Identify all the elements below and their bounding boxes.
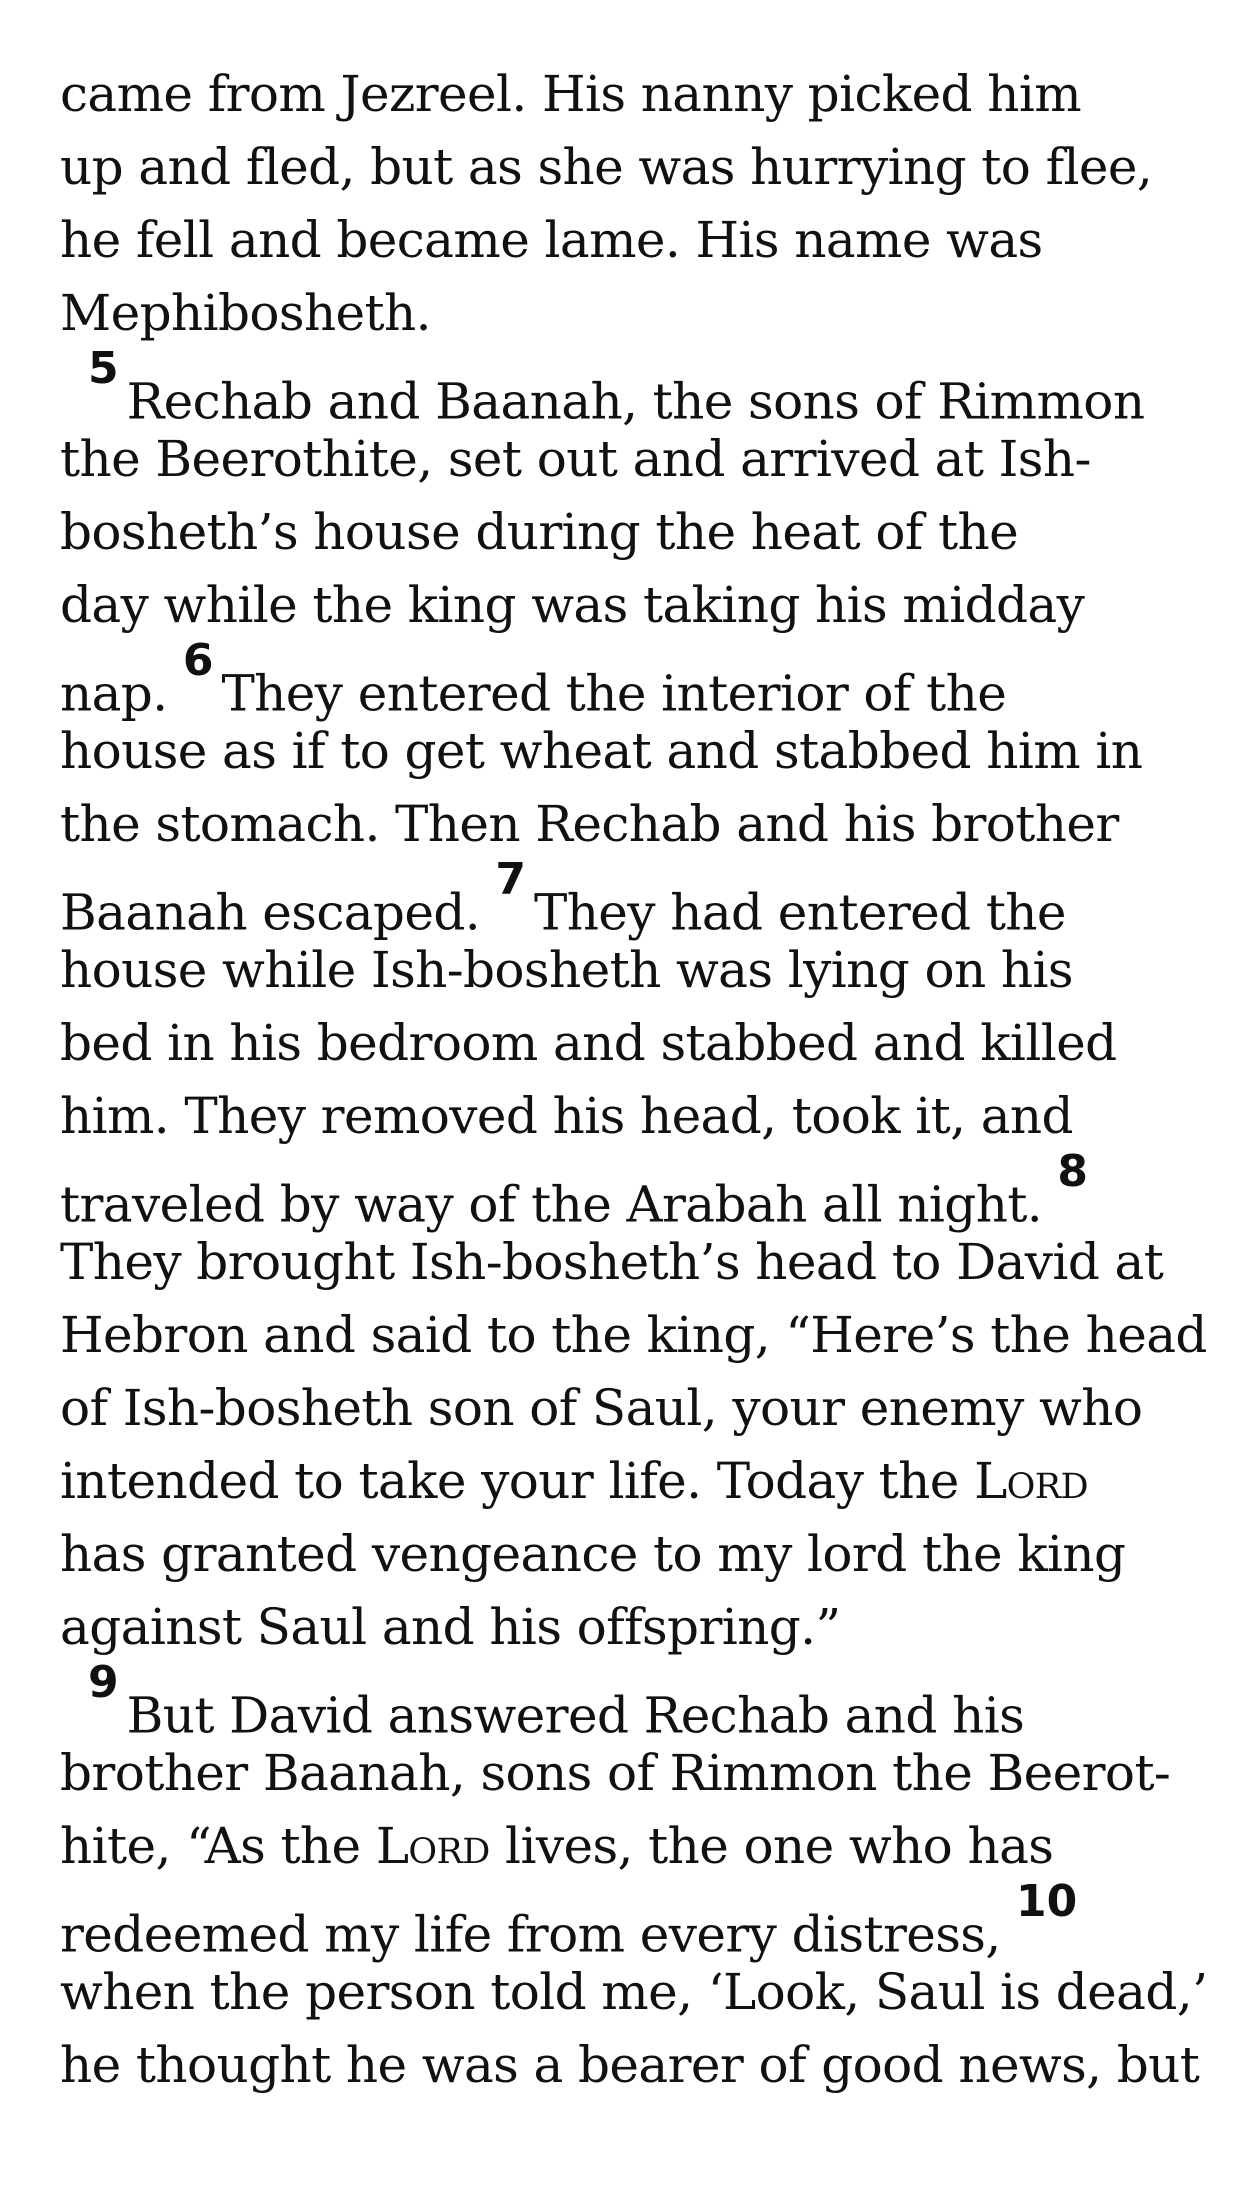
verse-number-8: 8 — [1057, 1146, 1089, 1197]
verse-text: intended to take your life. Today the — [60, 1452, 959, 1510]
text-line: he fell and became lame. His name was — [60, 211, 1043, 269]
text-line: brother Baanah, sons of Rimmon the Beerot- — [60, 1744, 1171, 1802]
verse-number-10: 10 — [1015, 1876, 1078, 1927]
verse-number-9: 9 — [88, 1657, 119, 1708]
verse-number-7: 7 — [495, 854, 526, 905]
text-line — [60, 1810, 1182, 1883]
text-line: house as if to get wheat and stabbed him in — [60, 722, 1143, 780]
divine-name: Lord — [974, 1452, 1088, 1510]
verse-text: lives, the one who has — [505, 1817, 1054, 1875]
text-line — [60, 854, 1182, 942]
text-line — [60, 1876, 1182, 1964]
text-line: bed in his bedroom and stabbed and killed — [60, 1014, 1117, 1072]
text-line: when the person told me, ‘Look, Saul is dead,’ — [60, 1963, 1208, 2021]
text-line — [60, 1657, 1182, 1745]
verse-number-6: 6 — [182, 635, 214, 686]
text-line: house while Ish-bosheth was lying on his — [60, 941, 1073, 999]
paragraph-continuation — [60, 58, 1182, 350]
text-line: him. They removed his head, took it, and — [60, 1087, 1073, 1145]
paragraph-verse-5 — [60, 343, 1207, 1664]
verse-text: hite, “As the — [60, 1817, 361, 1875]
divine-name: Lord — [375, 1817, 490, 1875]
verse-text: traveled by way of the Arabah all night. — [60, 1175, 1043, 1234]
text-line: day while the king was taking his midday — [60, 576, 1085, 634]
verse-text: But David answered Rechab and his — [126, 1686, 1025, 1745]
text-line: Hebron and said to the king, “Here’s the head — [60, 1306, 1207, 1364]
text-line: the Beerothite, set out and arrived at Ish- — [60, 430, 1091, 488]
text-line: against Saul and his offspring.” — [60, 1598, 841, 1656]
verse-number-5: 5 — [88, 343, 119, 394]
text-line: up and fled, but as she was hurrying to flee, — [60, 138, 1153, 196]
text-line: They brought Ish-bosheth’s head to David at — [60, 1233, 1164, 1291]
text-line: has granted vengeance to my lord the king — [60, 1525, 1126, 1583]
text-line: bosheth’s house during the heat of the — [60, 503, 1019, 561]
text-line: came from Jezreel. His nanny picked him — [60, 65, 1082, 123]
paragraph-verse-9 — [60, 1657, 1208, 2102]
text-line: he thought he was a bearer of good news, but — [60, 2036, 1200, 2094]
text-line — [60, 1445, 1182, 1518]
text-line: of Ish-bosheth son of Saul, your enemy who — [60, 1379, 1143, 1437]
text-line — [60, 343, 1182, 431]
text-line — [60, 1146, 1182, 1234]
verse-text: nap. — [60, 664, 168, 723]
verse-text: Rechab and Baanah, the sons of Rimmon — [126, 372, 1145, 431]
verse-text: redeemed my life from every distress, — [60, 1905, 1001, 1964]
verse-text: They had entered the — [533, 883, 1066, 942]
text-line — [60, 635, 1182, 723]
text-line: the stomach. Then Rechab and his brother — [60, 795, 1119, 853]
verse-text: They entered the interior of the — [221, 664, 1007, 723]
text-line: Mephibosheth. — [60, 284, 431, 342]
verse-text: Baanah escaped. — [60, 883, 481, 942]
